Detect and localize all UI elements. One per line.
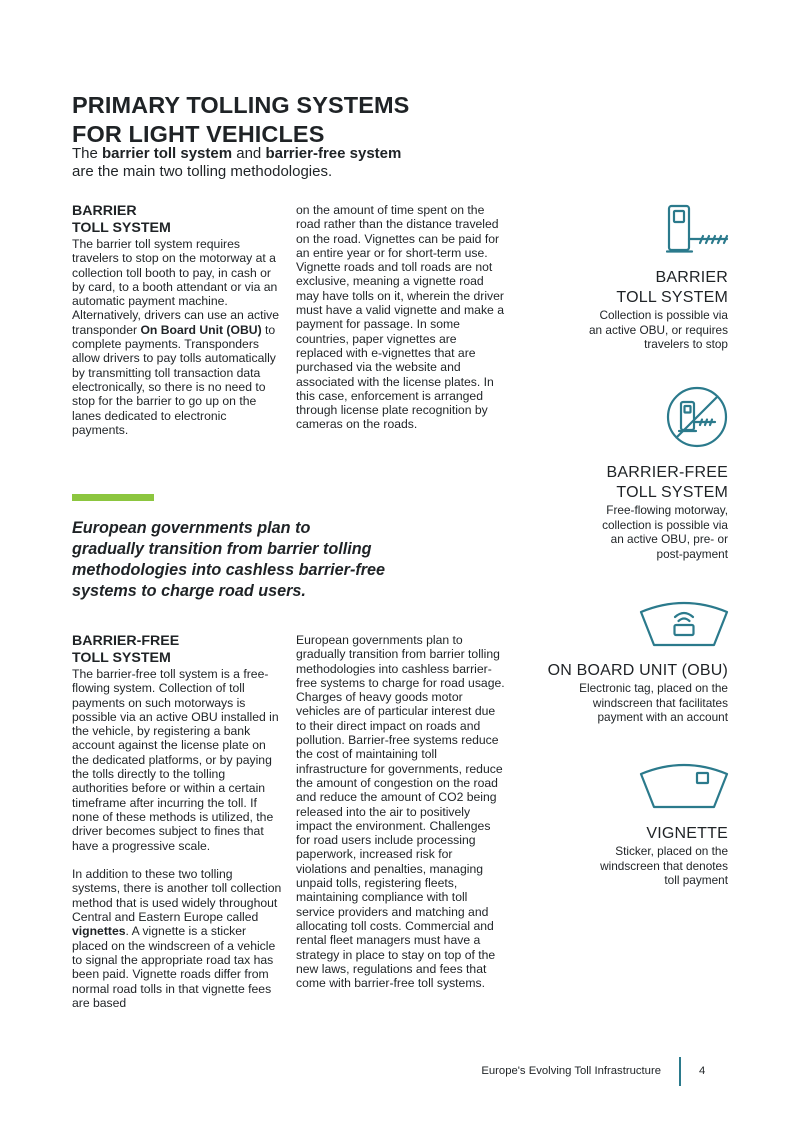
pull-quote: European governments plan to gradually transition from barrier tolling methodologies into cashless barrier-free systems to charge road users.	[72, 519, 386, 600]
sidebar-item-desc: Collection is possible via an active OBU, or requires travelers to stop	[589, 308, 728, 351]
vignette-intro-paragraph: In addition to these two tolling systems, there is another toll collection method that is used widely throughout Central and Eastern Europe called vignettes. A vignette is a sticker placed on the windscreen of a vehicle to signal the appropriate road tax has been paid. Vignette roads differ from normal road tolls in that vignette fees are based	[72, 867, 282, 1010]
subtitle-line-1: The barrier toll system and barrier-free system	[72, 145, 402, 162]
barrier-section-heading: BARRIER TOLL SYSTEM	[72, 203, 171, 236]
barrier-free-section-col1	[72, 633, 282, 1010]
obu-term: On Board Unit (OBU)	[140, 322, 262, 337]
sidebar-item-title: BARRIER-FREE TOLL SYSTEM	[606, 464, 728, 501]
sidebar-item-barrier-free	[488, 463, 728, 561]
no-toll-booth-icon	[665, 385, 729, 449]
page-title	[72, 91, 512, 149]
sidebar-item-desc: Free-flowing motorway, collection is possible via an active OBU, pre- or post-payment	[602, 503, 728, 561]
sidebar-item-title: ON BOARD UNIT (OBU)	[547, 662, 728, 679]
barrier-section-paragraph: The barrier toll system requires travelers to stop on the motorway at a collection toll booth to pay, in cash or by card, to a booth attendant or via an automatic payment machine. Alternatively, drivers can use an active transponder On Board Unit (OBU) to complete payments. Transponders allow drivers to pay tolls automatically by transmitting toll transaction data electronically, so there is no need to stop for the barrier to go up on the lanes dedicated to electronic payments.	[72, 237, 280, 437]
subtitle-bold-barrier: barrier toll system	[102, 145, 233, 162]
sidebar-item-title: BARRIER TOLL SYSTEM	[616, 269, 728, 306]
toll-booth-barrier-icon	[666, 204, 730, 256]
transition-paragraph: European governments plan to gradually transition from barrier tolling methodologies into cashless barrier-free systems to charge for road usage. Charges of heavy goods motor vehicles are of particular interest due to their direct impact on roads and pollution. Barrier-free systems reduce the cost of maintaining toll infrastructure for governments, reduce the amount of congestion on the road and reduce the amount of CO2 being released into the air to positively impact the environment. Challenges for road users include processing paperwork, increased risk for violations and penalties, managing unpaid tolls, registering fleets, maintaining compliance with toll service providers and matching and allocating toll costs. Commercial and rental fleet managers must have a strategy in place to stay on top of the new laws, regulations and fees that come with barrier-free toll systems.	[296, 633, 505, 991]
sidebar-item-desc: Sticker, placed on the windscreen that denotes toll payment	[600, 844, 728, 887]
barrier-free-section-heading: BARRIER-FREE TOLL SYSTEM	[72, 633, 180, 666]
page-title-line: FOR LIGHT VEHICLES	[72, 121, 325, 147]
sidebar-item-obu	[488, 661, 728, 725]
obu-windscreen-icon	[638, 600, 730, 648]
barrier-free-section-col2	[296, 633, 506, 990]
vignettes-term: vignettes	[72, 924, 126, 939]
barrier-section-col2	[296, 203, 506, 432]
footer-doc-title: Europe's Evolving Toll Infrastructure	[481, 1065, 661, 1077]
sidebar-item-barrier	[488, 268, 728, 352]
vignette-windscreen-icon	[638, 762, 730, 810]
barrier-section-col1	[72, 203, 282, 437]
subtitle-line-2: are the main two tolling methodologies.	[72, 163, 333, 180]
barrier-free-paragraph: The barrier-free toll system is a free-flowing system. Collection of toll payments on such motorways is possible via an active OBU installed in the vehicle, by registering a bank account against the license plate on the dedicated platforms, or by paying the tolls directly to the tolling authorities before or within a certain timeframe after incurring the toll. If none of these methods is utilized, the driver becomes subject to fines that have a progressive scale.	[72, 667, 279, 853]
page-number: 4	[699, 1065, 706, 1077]
footer-divider	[679, 1057, 681, 1086]
page-subtitle	[72, 145, 492, 181]
sidebar-item-desc: Electronic tag, placed on the windscreen that facilitates payment with an account	[579, 681, 728, 724]
sidebar-item-title: VIGNETTE	[646, 825, 728, 842]
sidebar-item-vignette	[488, 824, 728, 888]
vignette-continued-paragraph: on the amount of time spent on the road rather than the distance traveled on the road. Vignettes can be paid for an entire year or for short-term use. Vignette roads and toll roads are not exclusive, meaning a vignette road may have tolls on it, wherein the driver must have a valid vignette and make a payment for passage. In some countries, paper vignettes are replaced with e-vignettes that are purchased via the website and associated with the license plates. In this case, enforcement is arranged through license plate recognition by cameras on the roads.	[296, 203, 504, 432]
page-title-line: PRIMARY TOLLING SYSTEMS	[72, 92, 410, 118]
accent-bar	[72, 494, 154, 501]
subtitle-bold-barrier-free: barrier-free system	[265, 145, 402, 162]
